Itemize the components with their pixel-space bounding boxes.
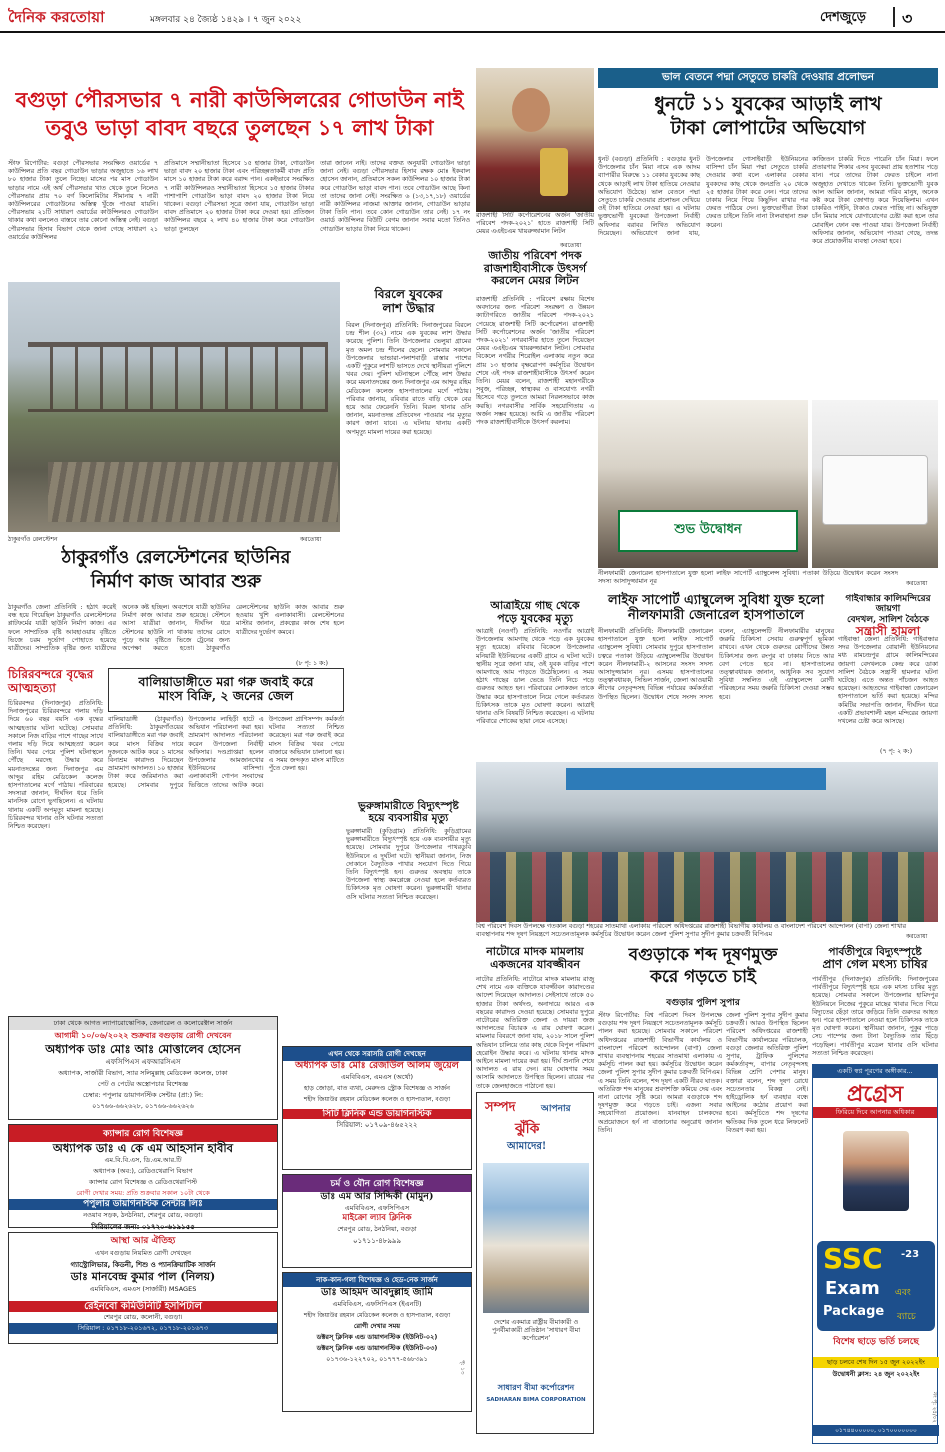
story6-photo-caption: রাজশাহী সিটি কর্পোরেশনের অর্জন 'জাতীয় পরিবেশ পদক-২০২১' হাতে রাজশাহী সিটি মেয়র এএইচএম খায়রুজ্জামান লিটন (476, 212, 594, 236)
story11-continued: (৭ পৃ: ২ ক:) (880, 748, 913, 755)
story4-body: বালিয়াডাঙ্গী (ঠাকুরগাঁও) প্রতিনিধি: ঠাকুরগাঁওয়ের বালিয়াডাঙ্গীতে মরা গরু জবাই করে মাংস বিক্রির দায়ে দুজনকে আটক করে ১ মাসের বিনাশ্রম কারাদণ্ড দিয়েছেন ভ্রাম্যমাণ আদালত। ১০ হাজার টাকা করে জরিমানাও করা হয়েছে। সোমবার দুপুরে উপজেলার লাহিড়ী হাটে এ অভিযান পরিচালনা করা হয়। ভ্রাম্যমাণ আদালত পরিচালনা করেন উপজেলা নির্বাহী অফিসার। দণ্ডপ্রাপ্তরা হলেন উপজেলার আমজানখোর ইউনিয়নের বাসিন্দা। এলাকাবাসী গোপন সংবাদের ভিত্তিতে তাদের আটক করে। উপজেলা প্রাণিসম্পদ কর্মকর্তা ঘটনার সত্যতা নিশ্চিত করেছেন। মরা গরু জবাই করে মাংস বিক্রির খবর পেয়ে বাজারে অভিযান চালানো হয়। এ সময় জব্দকৃত মাংস মাটিতে পুঁতে ফেলা হয়। (108, 716, 344, 789)
inauguration-banner (618, 510, 798, 552)
story14-headline: পার্বতীপুরে বিদ্যুৎস্পৃষ্টে প্রাণ গেল মৎস্য চাষির (822, 946, 928, 972)
ad-cancer-specialist (8, 1124, 278, 1231)
story2-body: ঠাকুরগাঁও জেলা প্রতিনিধি : হঠাৎ করেই বন্ধ হয়ে গিয়েছিল ঠাকুরগাঁও রেলস্টেশনের প্লাটফর্মের যাত্রী ছাউনি নির্মাণ কাজ। এর ফলে সাম্প্রতিক বৃষ্টি আবহাওয়ায় বৃষ্টিতে ভিজে চরম দুর্ভোগ পোহাতে হয়েছে যাত্রীদের। সাম্প্রতিক বৃষ্টির জন্য যাত্রীদের অনেক কষ্ট হচ্ছিল। অবশেষে যাত্রী ছাউনির নির্মাণ কাজ আবার শুরু হয়েছে। স্টেশনে আসা যাত্রীরা জানান, দীর্ঘদিন ধরে স্টেশনের ছাউনি না থাকায় তাদের রোদে পুড়ে আর বৃষ্টিতে ভিজে ট্রেনের জন্য অপেক্ষা করতে হতো। ঠাকুরগাঁও রেলস্টেশনের ছাউনি কাজ আবার শুরু হওয়ায় খুশি এলাকাবাসী। রেলস্টেশনের মাস্টার জানান, প্রকল্পের কাজ শেষ হলে যাত্রীদের দুর্ভোগ কমবে। (8, 604, 344, 653)
story14-body: পার্বতীপুর (দিনাজপুর) প্রতিনিধি: দিনাজপুরের পার্বতীপুরে বিদ্যুৎস্পৃষ্ট হয়ে এক মৎস্য চাষির মৃত্যু হয়েছে। সোমবার সকালে উপজেলার হামিদপুর ইউনিয়নে নিজের পুকুরে মাছের খাবার দিতে গিয়ে বিদ্যুতের ছেঁড়া তারে জড়িয়ে তিনি গুরুতর আহত হন। পরে হাসপাতালে নেওয়া হলে চিকিৎসক তাকে মৃত ঘোষণা করেন। স্থানীয়রা জানান, পুকুর পাড়ে সেচ পাম্পের জন্য টানা বৈদ্যুতিক তার ছিঁড়ে পড়েছিল। পার্বতীপুর মডেল থানার ওসি ঘটনার সত্যতা নিশ্চিত করেছেন। (812, 976, 938, 1057)
ad8-sub: ফিরিয়ে দিবে আপনার অধিকার (813, 1107, 937, 1118)
rail-track (48, 462, 338, 522)
ad2-title: ক্যান্সার রোগ বিশেষজ্ঞ (9, 1125, 277, 1142)
masthead-divider (893, 7, 895, 27)
ad4-hosp: শহীদ জিয়াউর রহমান মেডিকেল কলেজ ও হাসপাতাল, বগুড়া (303, 1095, 451, 1103)
event-crowd (476, 852, 938, 922)
ad1-line4: পেট ও পেটের অস্ত্রোপচার বিশেষজ্ঞ (97, 1080, 189, 1089)
ad1-name: অধ্যাপক ডাঃ মোঃ আঃ মোত্তালেব হোসেন (45, 1042, 241, 1056)
ad-dermatology (282, 1174, 472, 1268)
story1-col3: তারা জানেন নাই। তাদের বক্তব্য অনুযায়ী গোডাউন ভাড়া জানা নেই। বগুড়া পৌরসভার হিসাব রক্ষক মোঃ ইকবাল হোসেন জানান, প্রতিমাসে সকল কাউন্সিলর ১০ হাজার টাকা করে গোডাউন ভাড়া বাবদ পান। তবে গোডাউন আছে কিনা তা তাদের জানা নেই। সংরক্ষিত ৬ (১৩,১৭,১৮) ওয়ার্ডের নারী কাউন্সিলর নাজমা আক্তার জানান, গোডাউন ভাড়ার টাকা তিনি পান। তবে কোন গোডাউন তার নেই। ১৭ নং ওয়ার্ড কাউন্সিলর বিউটি বেগম জানান সবার মতো তিনিও গোডাউন ভাড়ার টাকা নিয়ে থাকেন। (320, 160, 470, 233)
ad3-title: আস্থা আর ঐতিহ্য (110, 1236, 176, 1246)
ad8-ssc: SSC (823, 1242, 883, 1275)
story10-headline: লাইফ সাপোর্ট এ্যাম্বুলেন্স সুবিধা যুক্ত হলো নীলফামারী জেনারেল হাসপাতালে (607, 593, 825, 623)
ambulance-photo (812, 400, 938, 568)
ambulance-vehicle (822, 455, 928, 525)
ad2-addr: নওয়াব সড়ক, ঠনঠনিয়া, শেরপুর রোড, বগুড়া। (83, 1210, 203, 1219)
story6-photo-credit: করতোয়া (560, 242, 582, 249)
ad-sadharan-bima (476, 1092, 594, 1434)
ad4-deg: এমবিবিএস, এমএস (অর্থো) (340, 1072, 414, 1081)
story12-headline: নাটোরে মাদক মামলায় একজনের যাবজ্জীবন (486, 945, 584, 971)
ad6-name: ডাঃ আহমদ আবদুল্লাহ জামি (321, 1287, 433, 1298)
mayor-face (512, 88, 550, 132)
masthead (0, 0, 945, 33)
ad1-line5: চেম্বার: পপুলার ডায়াগনস্টিক সেন্টার (প্রা:) লি: (82, 1091, 204, 1100)
story9-banner-text: ভাল বেতনে পদ্মা সেতুতে চাকরি দেওয়ার প্রলোভন (661, 71, 875, 83)
story4-headline-box (108, 668, 344, 712)
ad2-line2: ক্যান্সার রোগ বিশেষজ্ঞ ও রেডিওথেরাপিস্ট (88, 1178, 198, 1187)
ad1-line2: আগামী ১০/০৬/২০২২ শুক্রবার বগুড়ায় রোগী দেখবেন (54, 1031, 232, 1040)
photo1-credit: করতোয়া (300, 536, 322, 543)
story13-subhead: বগুড়ার পুলিশ সুপার (666, 998, 740, 1008)
ad6-phone: ০১৭৩৬-১২২৭০২, ০১৭৭৭-৫৬৮৩৯১ (326, 1354, 428, 1363)
ad2-serial: সিরিয়ালের জন্য: ০১৭২০-৬১৯১৫৫ (91, 1222, 195, 1231)
environment-day-photo (476, 762, 938, 922)
ad-progress-coaching (812, 1064, 938, 1444)
photo1-caption: ঠাকুরগাঁও রেলস্টেশন (8, 536, 58, 543)
story3-body: চিরিরবন্দর (দিনাজপুর) প্রতিনিধি: দিনাজপুরের চিরিরবন্দরে গলায় দড়ি দিয়ে ৬০ বছর বয়সি এক বৃদ্ধের আত্মহত্যার ঘটনা ঘটেছে। সোমবার সকালে নিজ বাড়ির পাশে গাছের সাথে গলায় দড়ি দিয়ে আত্মহত্যা করেন তিনি। খবর পেয়ে পুলিশ ঘটনাস্থলে পৌঁছে মরদেহ উদ্ধার করে ময়নাতদন্তের জন্য দিনাজপুর এম আব্দুর রহিম মেডিকেল কলেজ হাসপাতালের মর্গে পাঠায়। পরিবারের সদস্যরা জানান, দীর্ঘদিন ধরে তিনি মানসিক রোগে ভুগছিলেন। এ ঘটনায় থানায় একটি অপমৃত্যু মামলা হয়েছে। চিরিরবন্দর থানার ওসি ঘটনার সত্যতা নিশ্চিত করেছেন। (8, 700, 103, 831)
story6-body: রাজশাহী প্রতিনিধি : পরিবেশ রক্ষায় বিশেষ অবদানের জন্য পরিবেশ সংরক্ষণ ও উন্নয়ন ক্যাটাগরিতে জাতীয় পরিবেশ পদক-২০২১ পেয়েছে রাজশাহী সিটি কর্পোরেশন। রাজশাহী সিটি কর্পোরেশনের অর্জন 'জাতীয় পরিবেশ পদক-২০২১' নগরবাসীর হাতে তুলে দিয়েছেন মেয়র এএইচএম খায়রুজ্জামান লিটন। সোমবার বিকেলে নগরীর শিরোইল এলাকায় নতুন করে প্রায় ১৩ হাজার বৃক্ষরোপণ কর্মসূচির উদ্বোধন শেষে এই পদক রাজশাহীবাসীকে উৎসর্গ করেন তিনি। মেয়র বলেন, রাজশাহী মহানগরীকে সবুজ, পরিচ্ছন্ন, স্বাস্থ্যকর ও বাসযোগ্য নগরী হিসেবে গড়ে তুলতে আমরা নিরলসভাবে কাজ করছি। নগরবাসীর সার্বিক সহযোগিতায় এ অর্জন সম্ভব হয়েছে। আমি এ জাতীয় পরিবেশ পদক রাজশাহীবাসীকে উৎসর্গ করলাম। (476, 296, 594, 427)
story12-body: নাটোর প্রতিনিধি: নাটোরে মাদক মামলায় রাজু শেখ নামে এক ব্যক্তিকে যাবজ্জীবন কারাদণ্ডের আদেশ দিয়েছেন আদালত। সেইসাথে তাকে ৫০ হাজার টাকা অর্থদণ্ড, অনাদায়ে আরও এক বছরের কারাদণ্ড দেওয়া হয়েছে। সোমবার দুপুরে নাটোরের অতিরিক্ত জেলা ও দায়রা জজ আদালতের বিচারক এ রায় ঘোষণা করেন। মামলার বিবরণে জানা যায়, ২০১৮ সালে পুলিশ অভিযান চালিয়ে তার কাছ থেকে বিপুল পরিমাণ হেরোইন উদ্ধার করে। এ ঘটনায় থানায় মাদক আইনে মামলা দায়ের করা হয়। দীর্ঘ শুনানি শেষে আদালত এ রায় দেন। রায় ঘোষণার সময় আসামি আদালতে উপস্থিত ছিলেন। রায়ের পর তাকে জেলহাজতে পাঠানো হয়। (476, 976, 594, 1090)
photo2-credit: করতোয়া (906, 580, 928, 587)
ad5-deg: এমবিবিএস, এফসিপিএস (344, 1203, 410, 1212)
award-trophy (540, 148, 568, 196)
ad5-clinic: মাইক্রো ল্যাব ক্লিনিক (342, 1212, 412, 1223)
ad2-deg: এম.বি.বি.এস, ডি.এম.আর.টি (104, 1156, 182, 1165)
newspaper-logo: দৈনিক করতোয়া (8, 8, 105, 26)
ad8-photo (843, 1131, 909, 1211)
story4-headline: বালিয়াডাঙ্গীতে মরা গরু জবাই করে মাংস বিক্রি, ২ জনের জেল (138, 674, 314, 704)
ad7-title-b: আপনার (541, 1104, 571, 1114)
ad8-offer: বিশেষ ছাড়ে ভর্তি চলছে (833, 1337, 919, 1347)
ad8-ssc-block (817, 1241, 935, 1331)
story2-continued: (৮ পৃ: ১ ক:) (296, 660, 329, 667)
photo3-caption: বিশ্ব পরিবেশ দিবস উপলক্ষে গতকাল বগুড়া শহরের সাতমাথা এলাকায় পরিবেশ অধিদপ্তরের রাজশাহী বিভাগীয় কার্যালয় ও বাংলাদেশ পরিবেশ আন্দোলন (বাপা) জেলা শাখার ব্যবস্থাপনায় শব্দ দূষণ নিয়ন্ত্রণে সচেতনতামূলক কর্মসূচির উদ্বোধন করেন জেলা পুলিশ সুপার সুদীপ কুমার চক্রবর্তী বিপিএম (476, 923, 906, 939)
story13-body: স্টাফ রিপোর্টার: বিশ্ব পরিবেশ দিবস উপলক্ষে বগুড়ায় শব্দ দূষণ নিয়ন্ত্রণে সচেতনতামূলক কর্মসূচি পালন করা হয়েছে। সোমবার সকালে পরিবেশ অধিদপ্তরের রাজশাহী বিভাগীয় কার্যালয় ও বাংলাদেশ পরিবেশ আন্দোলন (বাপা) জেলা শাখার ব্যবস্থাপনায় শহরের সাতমাথা এলাকায় এ কর্মসূচি পালন করা হয়। কর্মসূচির উদ্বোধন করেন জেলা পুলিশ সুপার সুদীপ কুমার চক্রবর্তী বিপিএম। এ সময় তিনি বলেন, শব্দ দূষণ একটি নীরব ঘাতক। অতিরিক্ত শব্দ মানুষের শ্রবণশক্তি কমিয়ে দেয় এবং নানা রোগের সৃষ্টি করে। আমরা বগুড়াকে শব্দ দূষণমুক্ত করে গড়তে চাই। এজন্য সবার সহযোগিতা প্রয়োজন। যানবাহন চালকদের অপ্রয়োজনে হর্ন না বাজানোর অনুরোধ জানান তিনি। (598, 1012, 722, 1134)
story9-headline: ধুনটে ১১ যুবকের আড়াই লাখ টাকা লোপাটের অভিযোগ (654, 93, 882, 139)
ad4-spec: হাড় জোড়া, বাত ব্যথা, মেরুদণ্ড স্ট্রোক বিশেষজ্ঞ ও সার্জন (304, 1083, 450, 1092)
ad7-tag: দেশের একমাত্র রাষ্ট্রীয় বীমাকারী ও পুনর্বীমাকারী প্রতিষ্ঠান 'সাধারণ বীমা কর্পোরেশন' (491, 1319, 581, 1343)
rail-station-photo (8, 282, 340, 532)
section-name: দেশজুড়ে (820, 10, 866, 25)
ad5-phone: ০১৭১১-৪৮৯৯৯ (353, 1236, 401, 1245)
story1-col1: স্টাফ রিপোর্টার: বগুড়া পৌরসভার সংরক্ষিত ওয়ার্ডের ৭ কাউন্সিলর প্রতি বছর গোডাউন ভাড়ার অজুহাতে ১৬ লাখ ৮০ হাজার টাকা তুলে নিচ্ছে। মাসের পর মাস গোডাউন ভাড়ার নামে এই অর্থ পৌরসভার খাত থেকে তুলে নিলেও পৌরসভার প্রায় ৭০ বর্গ কিলোমিটার সীমানায় ৭ নারী কাউন্সিলরের গোডাউনের অস্তিত্ব খুঁজে পাওয়া যায়নি। পৌরসভায় ২১টি সাধারণ ওয়ার্ডের কাউন্সিলরও গোডাউন থাকার কথা বললেও বাস্তবে তার কোনো অস্তিত্ব নেই। বগুড়া পৌরসভার হিসাব বিভাগ থেকে জানা গেছে সাধারণ ২১ ওয়ার্ডের কাউন্সিলর (8, 160, 158, 241)
ad7-title-d: আমাদের! (507, 1141, 547, 1152)
ad8-date2: উদ্বোধনী ক্লাস: ২৪ জুন ২০২২ইং (832, 1370, 920, 1378)
ad2-center: পপুলার ডায়াগনস্টিক সেন্টার লিঃ (9, 1199, 277, 1209)
story9-body: ধুনট (বগুড়া) প্রতিনিধি : বগুড়ার ধুনট উপজেলার চাঁন মিয়া নামে এক আদম ব্যাপারীর বিরুদ্ধে ১১ বেকার যুবকের কাছ থেকে আড়াই লাখ টাকা হাতিয়ে নেওয়ার অভিযোগ উঠেছে। ভাল বেতনে পদ্মা সেতুতে চাকরি দেওয়ার প্রলোভন দেখিয়ে ওই টাকা হাতিয়ে নেওয়া হয়। এ ঘটনায় ভুক্তভোগী যুবকেরা উপজেলা নির্বাহী অফিসার বরাবর লিখিত অভিযোগ দিয়েছেন। অভিযোগে জানা যায়, উপজেলার গোসাইবাড়ী ইউনিয়নের বাসিন্দা চাঁন মিয়া পদ্মা সেতুতে চাকরি দেওয়ার কথা বলে এলাকার বেকার যুবকদের কাছ থেকে জনপ্রতি ২০ থেকে ২৫ হাজার টাকা করে নেন। পরে তাদের ঢাকায় নিয়ে গিয়ে কিছুদিন রাখার পর ফেরত পাঠিয়ে দেন। ভুক্তভোগীরা টাকা ফেরত চাইলে তিনি নানা টালবাহানা শুরু করেন। (598, 156, 808, 237)
event-banner (566, 768, 826, 790)
ad7-corp-en: SADHARAN BIMA CORPORATION (486, 1397, 586, 1403)
mayor-photo (476, 68, 594, 212)
ad-surgeon-motaleb (8, 1016, 278, 1120)
ad3-addr: শেরপুর রোড, কলোনী, বগুড়া। (103, 1313, 183, 1322)
ad3-name: ডাঃ মানবেন্দ্র কুমার পাল (নিলয়) (70, 1270, 216, 1283)
story7-body: আত্রাই (নওগাঁ) প্রতিনিধি: নওগাঁর আত্রাই উপজেলায় আমগাছ থেকে পড়ে এক যুবকের মৃত্যু হয়েছে। রবিবার বিকেলে উপজেলার মনিয়ারী ইউনিয়নের একটি গ্রামে এ ঘটনা ঘটে। স্থানীয় সূত্রে জানা যায়, ওই যুবক বাড়ির পাশে আমগাছে আম পাড়তে উঠেছিলেন। এ সময় হঠাৎ গাছের ডাল ভেঙে তিনি নিচে পড়ে গুরুতর আহত হন। পরিবারের লোকজন তাকে উদ্ধার করে হাসপাতালে নিয়ে গেলে কর্তব্যরত চিকিৎসক তাকে মৃত ঘোষণা করেন। আত্রাই থানার ওসি বিষয়টি নিশ্চিত করেছেন। এ ঘটনায় পরিবারে শোকের ছায়া নেমে এসেছে। (476, 628, 594, 726)
ad8-brand: প্রগ্রেস (846, 1081, 904, 1107)
ad4-name: অধ্যাপক ডাঃ মোঃ রেজাউল আলম জুয়েল (295, 1060, 459, 1071)
ad1-phone: ০১৭৬৬-৬৬২৬২৮, ০১৭৬৬-৬৬২৬২৬ (92, 1102, 194, 1111)
ad7-title-c: ঝুঁকি (515, 1121, 540, 1137)
photo3-credit: করতোয়া (906, 933, 928, 940)
ad1-line1: ঢাকা থেকে আগত ল্যাপারোস্কোপিক, জেনারেল ও কলোরেক্টাল সার্জন (9, 1017, 277, 1030)
ad-orthopedic (282, 1046, 472, 1170)
ad8-and: এবং (895, 1288, 911, 1298)
ad3-deg: এমবিবিএস, এমএস (সার্জারী) MSAGES (89, 1284, 197, 1293)
story13-headline: বগুড়াকে শব্দ দূষণমুক্ত করে গড়তে চাই (628, 945, 778, 987)
story9-banner (598, 68, 938, 88)
page-number: ৩ (902, 9, 913, 28)
ad-ent-specialist (282, 1272, 472, 1412)
side-marker-left: পৃ: ১৩ (459, 1360, 465, 1375)
ad6-deg: এমবিবিএস, এফসিপিএস (ইএনটি) (332, 1299, 422, 1308)
ad2-line1: অধ্যাপক (অব:), রেডিওথেরাপি বিভাগ (93, 1167, 193, 1176)
ad7-title-a: সম্পদ (485, 1100, 516, 1115)
story1-headline: বগুড়া পৌরসভার ৭ নারী কাউন্সিলরের গোডাউন নাই তবুও ভাড়া বাবদ বছরে তুলছেন ১৭ লাখ টাকা (15, 87, 464, 141)
story11-headline: গাইবান্ধার কালিমন্দিরের জায়গা বেদখল, সালিশ বৈঠকে সন্ত্রাসী হামলা (845, 594, 931, 639)
ad3-hosp: রেইনবো কমিউনিটি হসপিটাল (9, 1301, 277, 1313)
story3-headline: চিরিরবন্দরে বৃদ্ধের আত্মহত্যা (8, 667, 94, 695)
story9-body2: কাজিতন চাকরি দিতে পারেনি চাঁন মিয়া। ফলে প্রতারণার শিকার এসব যুবকেরা প্রায় হতাশায় পড়ে যান। পরে তাদের টাকা ফেরত চাইলে নানা অজুহাত দেখাতে থাকেন তিনি। ভুক্তভোগী যুবক আল আমিন জানান, আমরা গরিব মানুষ, অনেক কষ্ট করে টাকা জোগাড় করে দিয়েছিলাম। এখন চাকরিও পাইনি, টাকাও ফেরত পাচ্ছি না। অভিযুক্ত চাঁন মিয়ার সাথে যোগাযোগের চেষ্টা করা হলে তার মোবাইল ফোন বন্ধ পাওয়া যায়। উপজেলা নির্বাহী অফিসার জানান, অভিযোগ পাওয়া গেছে, তদন্ত করে প্রয়োজনীয় ব্যবস্থা নেওয়া হবে। (812, 156, 938, 246)
story13-body2: জেলা পুলিশ সুপার সুদীপ কুমার চক্রবর্তী। আরও উপস্থিত ছিলেন পরিবেশ অধিদপ্তরের রাজশাহী বিভাগীয় কার্যালয়ের পরিচালক, বগুড়া জেলার অতিরিক্ত পুলিশ সুপার, ট্রাফিক পুলিশের কর্মকর্তাবৃন্দ, বাপার নেতৃবৃন্দসহ বিভিন্ন শ্রেণি পেশার মানুষ। বক্তারা বলেন, শব্দ দূষণ রোধে সচেতনতার বিকল্প নেই। হাইড্রোলিক হর্ন ব্যবহার বন্ধে আইনের কঠোর প্রয়োগ করা হবে। কর্মসূচিতে শব্দ দূষণের ক্ষতিকর দিক তুলে ধরে লিফলেট বিতরণ করা হয়। (726, 1012, 808, 1134)
ad8-date1: ছাড় চলবে শেষ দিন ১৫ জুন ২০২২ইং (813, 1357, 939, 1368)
ad1-line3: অধ্যাপক, সার্জারী বিভাগ, স্যার সলিমুল্লাহ মেডিকেল কলেজ, ঢাকা (58, 1069, 228, 1078)
ad8-exam: Exam (825, 1278, 880, 1299)
ad8-top: একটি স্বপ্ন পূরণের অঙ্গীকার... (813, 1065, 937, 1078)
story6-headline: জাতীয় পরিবেশ পদক রাজশাহীবাসীকে উৎসর্গ করলেন মেয়র লিটন (483, 249, 587, 288)
ad2-name: অধ্যাপক ডাঃ এ কে এম আহসান হাবীব (52, 1141, 234, 1155)
rail-structure (28, 342, 328, 412)
ad8-phone: ০১৭৪৪০০০০০, ০১৭০০০০০০০ (813, 1425, 939, 1436)
photo2-caption: নীলফামারী জেনারেল হাসপাতালে যুক্ত হলো লাইফ সাপোর্ট এ্যাম্বুলেন্স সুবিধা। পতাকা উড়িয়ে উদ্বোধন করেন সংসদ সদস্য আসাদুজ্জামান নূর (598, 570, 898, 586)
ad6-title: নাক-কান-গলা বিশেষজ্ঞ ও হেড-নেক সার্জন (283, 1273, 471, 1287)
story2-headline: ঠাকুরগাঁও রেলস্টেশনের ছাউনির নির্মাণ কাজ আবার শুরু (61, 547, 291, 592)
story7-headline: আত্রাইয়ে গাছ থেকে পড়ে যুবকের মৃত্যু (490, 599, 580, 625)
story8-headline: ভুরুঙ্গামারীতে বিদ্যুৎস্পৃষ্ট হয়ে ব্যবসায়ীর মৃত্যু (358, 800, 459, 825)
inauguration-banner-text: শুভ উদ্বোধন (674, 522, 742, 537)
ambulance-inauguration-photo (598, 400, 808, 568)
issue-date: মঙ্গলবার ২৪ জ্যৈষ্ঠ ১৪২৯ । ৭ জুন ২০২২ (150, 15, 302, 25)
ad7-images (483, 1163, 589, 1313)
ad6-clinic1: ডক্টরস্ ক্লিনিক এন্ড ডায়াগনস্টিক (ইউনিট-০২) (316, 1332, 438, 1341)
ad-rainbow-hospital (8, 1232, 278, 1344)
side-marker-right: নং পৃ: ২৫/০২ (931, 1392, 937, 1423)
ad6-clinic2: ডক্টরস্ ক্লিনিক এন্ড ডায়াগনস্টিক (ইউনিট-০৩) (316, 1343, 438, 1352)
ad4-clinic: সিটি ক্লিনিক এন্ড ডায়াগনস্টিক (283, 1109, 471, 1119)
ad6-foot: রোগী দেখার সময় (353, 1321, 401, 1330)
ad1-deg: এফসিপিএস এফআরসিএস (105, 1058, 181, 1067)
story11-body: গাইবান্ধা জেলা প্রতিনিধি: গাইবান্ধার সদর উপজেলার বোয়ালী ইউনিয়নের মধ্য রামচন্দ্রপুর গ্রামে কালিমন্দিরের জায়গা বেদখলকে কেন্দ্র করে ডাকা সালিশ বৈঠকে সন্ত্রাসী হামলার ঘটনা ঘটেছে। এতে অন্তত পাঁচজন আহত হয়েছেন। আহতদের গাইবান্ধা জেনারেল হাসপাতালে ভর্তি করা হয়েছে। মন্দির কমিটির সভাপতি জানান, দীর্ঘদিন ধরে একটি প্রভাবশালী মহল মন্দিরের জায়গা দখলের চেষ্টা করে আসছে। (838, 636, 938, 726)
story1-col2: প্রতিমাসে সম্মানীভাতা হিসেবে ১৫ হাজার টাকা, গোডাউন ভাড়া বাবদ ২০ হাজার টাকা এবং পরিচ্ছন্নতাকর্মী বাবদ প্রতি মাসে ১০ হাজার টাকা করে বরাদ্দ পান। একইভাবে সংরক্ষিত ৭ নারী কাউন্সিলরও সম্মানীভাতা হিসেবে ১৫ হাজার টাকার পাশাপাশি গোডাউন ভাড়া বাবদ ২০ হাজার টাকা নিয়ে থাকেন। বগুড়া পৌরসভা সূত্রে জানা যায়, গোডাউন ভাড়া বাবদ প্রতিমাসে ২০ হাজার টাকা করে দেওয়া হয়। প্রতিজন কাউন্সিলর বছরে ২ লাখ ৪০ হাজার টাকা করে গোডাউন ভাড়া তুলছেন (164, 160, 314, 233)
ad3-spec: গ্যাস্ট্রোলিভার, কিডনী, শিশু ও প্যানক্রিয়াটিক সার্জন (70, 1261, 216, 1269)
ad4-line: এখন থেকে সরাসরি রোগী দেখছেন (283, 1047, 471, 1061)
story8-body: ভুরুঙ্গামারী (কুড়িগ্রাম) প্রতিনিধি: কুড়িগ্রামের ভুরুঙ্গামারীতে বিদ্যুৎস্পৃষ্ট হয়ে এক ব্যবসায়ীর মৃত্যু হয়েছে। সোমবার দুপুরে উপজেলার পাথরডুবি ইউনিয়নে এ দুর্ঘটনা ঘটে। স্থানীয়রা জানান, নিজ দোকানে বৈদ্যুতিক পাখার সংযোগ দিতে গিয়ে তিনি বিদ্যুৎস্পৃষ্ট হন। গুরুতর অবস্থায় তাকে উপজেলা স্বাস্থ্য কমপ্লেক্সে নেওয়া হলে কর্তব্যরত চিকিৎসক মৃত ঘোষণা করেন। ভুরুঙ্গামারী থানার ওসি ঘটনার সত্যতা নিশ্চিত করেছেন। (346, 828, 471, 901)
ad5-title: চর্ম ও যৌন রোগ বিশেষজ্ঞ (283, 1175, 471, 1192)
ad3-phone: সিরিয়াল : ০১৭১৮-২০১৬৭২, ০১৭১৮-২০১৬৭৩ (9, 1323, 277, 1334)
ad8-year: -23 (901, 1249, 920, 1260)
ad7-corp-bn: সাধারণ বীমা কর্পোরেশন (497, 1382, 575, 1392)
ad2-line3: রোগী দেখার সময়: প্রতি শুক্রবার সকাল ১০টা থেকে (76, 1189, 210, 1198)
story5-body: বিরল (দিনাজপুর) প্রতিনিধি: দিনাজপুরের বিরলে চন্দ্র শীল (৩২) নামে এক যুবকের লাশ উদ্ধার করেছে পুলিশ। তিনি উপজেলার ভেলুয়া গ্রামের মৃত অমল চন্দ্র শীলের ছেলে। সোমবার সকালে উপজেলার ভান্ডারা-পলাশবাড়ী রাস্তার পাশের একটি পুকুরে লাশটি ভাসতে দেখে স্থানীয়রা পুলিশে খবর দেয়। পুলিশ ঘটনাস্থলে পৌঁছে লাশ উদ্ধার করে ময়নাতদন্তের জন্য দিনাজপুর এম আব্দুর রহিম মেডিকেল কলেজ হাসপাতালের মর্গে পাঠায়। পরিবার জানায়, রবিবার রাতে বাড়ি থেকে বের হয়ে আর ফেরেননি তিনি। বিরল থানার ওসি জানান, ময়নাতদন্ত প্রতিবেদন পাওয়ার পর মৃত্যুর কারণ জানা যাবে। এ ঘটনায় থানায় একটি অপমৃত্যু মামলা দায়ের করা হয়েছে। (346, 322, 471, 436)
story5-headline: বিরলে যুবকের লাশ উদ্ধার (374, 287, 443, 315)
ad8-package: Package (823, 1304, 885, 1319)
ad3-line: এখন বগুড়ায় নিয়মিত রোগী দেখছেন (95, 1249, 191, 1257)
story10-body: নীলফামারী প্রতিনিধি: নীলফামারী জেনারেল হাসপাতালে যুক্ত হলো লাইফ সাপোর্ট এ্যাম্বুলেন্স সুবিধা। সোমবার দুপুরে হাসপাতাল চত্বরে পতাকা উড়িয়ে এ্যাম্বুলেন্সটির উদ্বোধন করেন নীলফামারী-২ আসনের সংসদ সদস্য আসাদুজ্জামান নূর। এসময় হাসপাতালের তত্ত্বাবধায়ক, সিভিল সার্জন, জেলা আওয়ামী লীগের নেতৃবৃন্দসহ বিভিন্ন পর্যায়ের কর্মকর্তারা উপস্থিত ছিলেন। উদ্বোধন শেষে সংসদ সদস্য বলেন, এ্যাম্বুলেন্সটি নীলফামারীর মানুষের জরুরি চিকিৎসা সেবায় গুরুত্বপূর্ণ ভূমিকা রাখবে। এখন থেকে গুরুতর রোগীদের উন্নত চিকিৎসার জন্য রংপুর বা ঢাকায় নিতে আর বেগ পেতে হবে না। হাসপাতালের তত্ত্বাবধায়ক জানান, আধুনিক সব সুযোগ সুবিধা সম্বলিত এই এ্যাম্বুলেন্সে রোগী পরিবহনের সময় জরুরি চিকিৎসা দেওয়া সম্ভব হবে। (598, 628, 834, 701)
ad4-phone: সিরিয়াল: ০১৭০৯-৪৬৫২২২ (336, 1121, 418, 1130)
ad8-batch: ব্যাচে (897, 1312, 916, 1322)
ad6-hosp: শহীদ জিয়াউর রহমান মেডিকেল কলেজ ও হাসপাতাল, বগুড়া (303, 1311, 451, 1319)
ad5-name: ডাঃ এম আর সিদ্দিকী (মামুন) (320, 1191, 434, 1202)
ad5-addr: শেরপুর রোড, ঠনঠনিয়া, বগুড়া (337, 1224, 417, 1233)
